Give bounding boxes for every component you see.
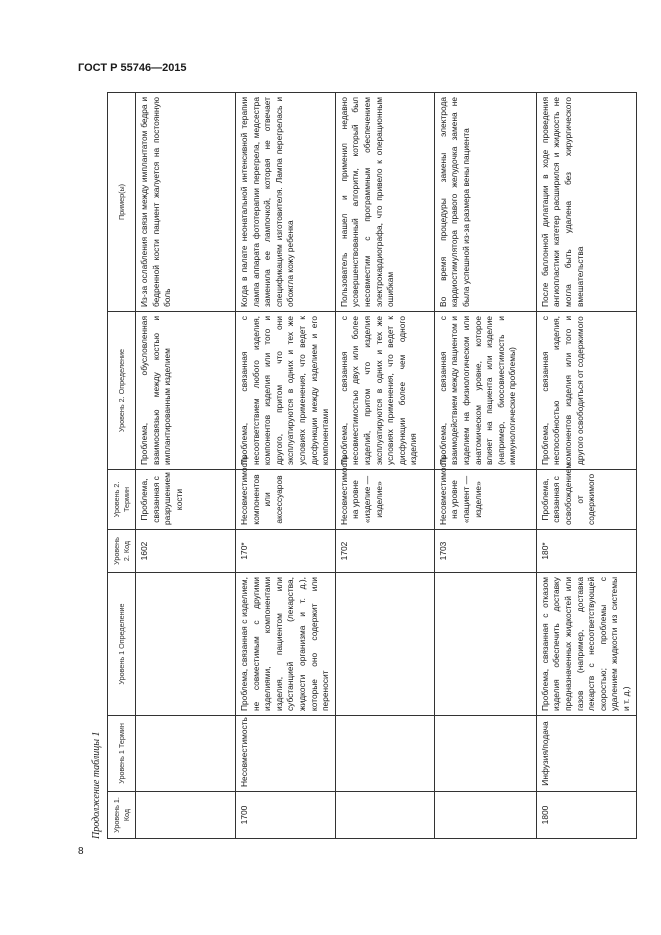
classification-table <box>107 92 637 839</box>
cell-example: Из-за ослабления связи между имплантатом бедра и бедренной кости пациент жалуется на постоянную боль <box>136 93 236 312</box>
table-row <box>335 93 434 839</box>
cell-l2-definition: Проблема, связанная с несовместимостью двух или более изделий, притом что изделия эксплуатируются в одних и тех же условиях применения, что ведет к дисфункции более чем одного изделия <box>335 312 434 470</box>
table-row <box>236 93 336 839</box>
cell-l1-definition <box>136 573 236 716</box>
table-row <box>536 93 636 839</box>
cell-l2-definition: Проблема, связанная с неспособностью изделия, компонентов изделия или того и другого освободиться от содержимого <box>536 312 636 470</box>
cell-example: Пользователь нашел и применил недавно усовершенствованный алгоритм, который был несовместим с программным обеспечением электрокардиографа, что привело к операционным ошибкам <box>335 93 434 312</box>
cell-l1-definition: Проблема, связанная с отказом изделия обеспечить доставку предназначенных жидкостей или газов (например, доставка лекарств с несоответствующей скоростью; проблемы с удалением жидкости из системы и т. д.) <box>536 573 636 716</box>
cell-example: Во время процедуры замены электрода кардиостимулятора правого желудочка замена не была успешной из-за размера вены пациента <box>434 93 536 312</box>
cell-l1-definition <box>434 573 536 716</box>
cell-l1-term <box>335 716 434 792</box>
cell-example: После баллонной дилатации в ходе проведения ангиопластики катетер расширился и жидкость не могла быть удалена без хирургического вмешательства <box>536 93 636 312</box>
cell-l2-term: Несовместимость компонентов или аксессуаров <box>236 470 336 530</box>
cell-l2-term: Проблема, связанная с освобождением от содержимого <box>536 470 636 530</box>
col-header-l2-definition: Уровень 2. Определение <box>108 312 136 470</box>
table-row <box>434 93 536 839</box>
cell-l2-code: 1602 <box>136 530 236 573</box>
cell-l2-term: Проблема, связанная с разрушением кости <box>136 470 236 530</box>
table-header-row <box>108 93 136 839</box>
col-header-l1-code: Уровень 1. Код <box>108 792 136 839</box>
col-header-examples: Пример(ы) <box>108 93 136 312</box>
cell-l1-code: 1800 <box>536 792 636 839</box>
col-header-l2-term: Уровень 2. Термин <box>108 470 136 530</box>
cell-l2-definition: Проблема, связанная с несоответствием любого изделия, компонентов изделия или того и другого, притом что они эксплуатируются в одних и тех же условиях применения, что ведет к дисфункции между изделием и его компонентами <box>236 312 336 470</box>
rotated-content <box>91 93 631 839</box>
cell-l1-term: Несовместимость <box>236 716 336 792</box>
cell-l2-term: Несовместимость на уровне «пациент — изделие» <box>434 470 536 530</box>
rotated-table-area <box>91 93 631 839</box>
cell-example: Когда в палате неонатальной интенсивной терапии лампа аппарата фототерапии перегрела, медсестра заменила ее лампочкой, которая не отвечает спецификациям изготовителя. Лампа перегрелась и обожгла кожу ребенка <box>236 93 336 312</box>
cell-l1-definition <box>335 573 434 716</box>
cell-l2-term: Несовместимость на уровне «изделие — изделие» <box>335 470 434 530</box>
cell-l2-code: 1703 <box>434 530 536 573</box>
cell-l2-code: 170* <box>236 530 336 573</box>
cell-l1-term: Инфузия/подача <box>536 716 636 792</box>
cell-l1-code: 1700 <box>236 792 336 839</box>
cell-l1-code <box>335 792 434 839</box>
col-header-l1-definition: Уровень 1 Определение <box>108 573 136 716</box>
cell-l1-definition: Проблема, связанная с изделием, не совместимым с другими изделиями, компонентами изделия, пациентом или субстанцией (лекарства, жидкости организма и т. д.), которые оно содержит или переносит <box>236 573 336 716</box>
cell-l2-code: 1702 <box>335 530 434 573</box>
cell-l2-code: 180* <box>536 530 636 573</box>
cell-l2-definition: Проблема, обусловленная взаимосвязью между костью и имплантированным изделием <box>136 312 236 470</box>
col-header-l2-code: Уровень 2. Код <box>108 530 136 573</box>
cell-l1-code <box>136 792 236 839</box>
document-header: ГОСТ Р 55746—2015 <box>78 62 187 74</box>
cell-l1-term <box>434 716 536 792</box>
table-row <box>136 93 236 839</box>
cell-l1-term <box>136 716 236 792</box>
col-header-l1-term: Уровень 1 Термин <box>108 716 136 792</box>
cell-l1-code <box>434 792 536 839</box>
page-number: 8 <box>78 846 84 857</box>
cell-l2-definition: Проблема, связанная с взаимодействием между пациентом и изделием на физиологическом или анатомическом уровне, которое влияет на пациента или изделие (например, биосовместимость и иммунологические проблемы) <box>434 312 536 470</box>
table-caption: Продолжение таблицы 1 <box>91 731 102 839</box>
